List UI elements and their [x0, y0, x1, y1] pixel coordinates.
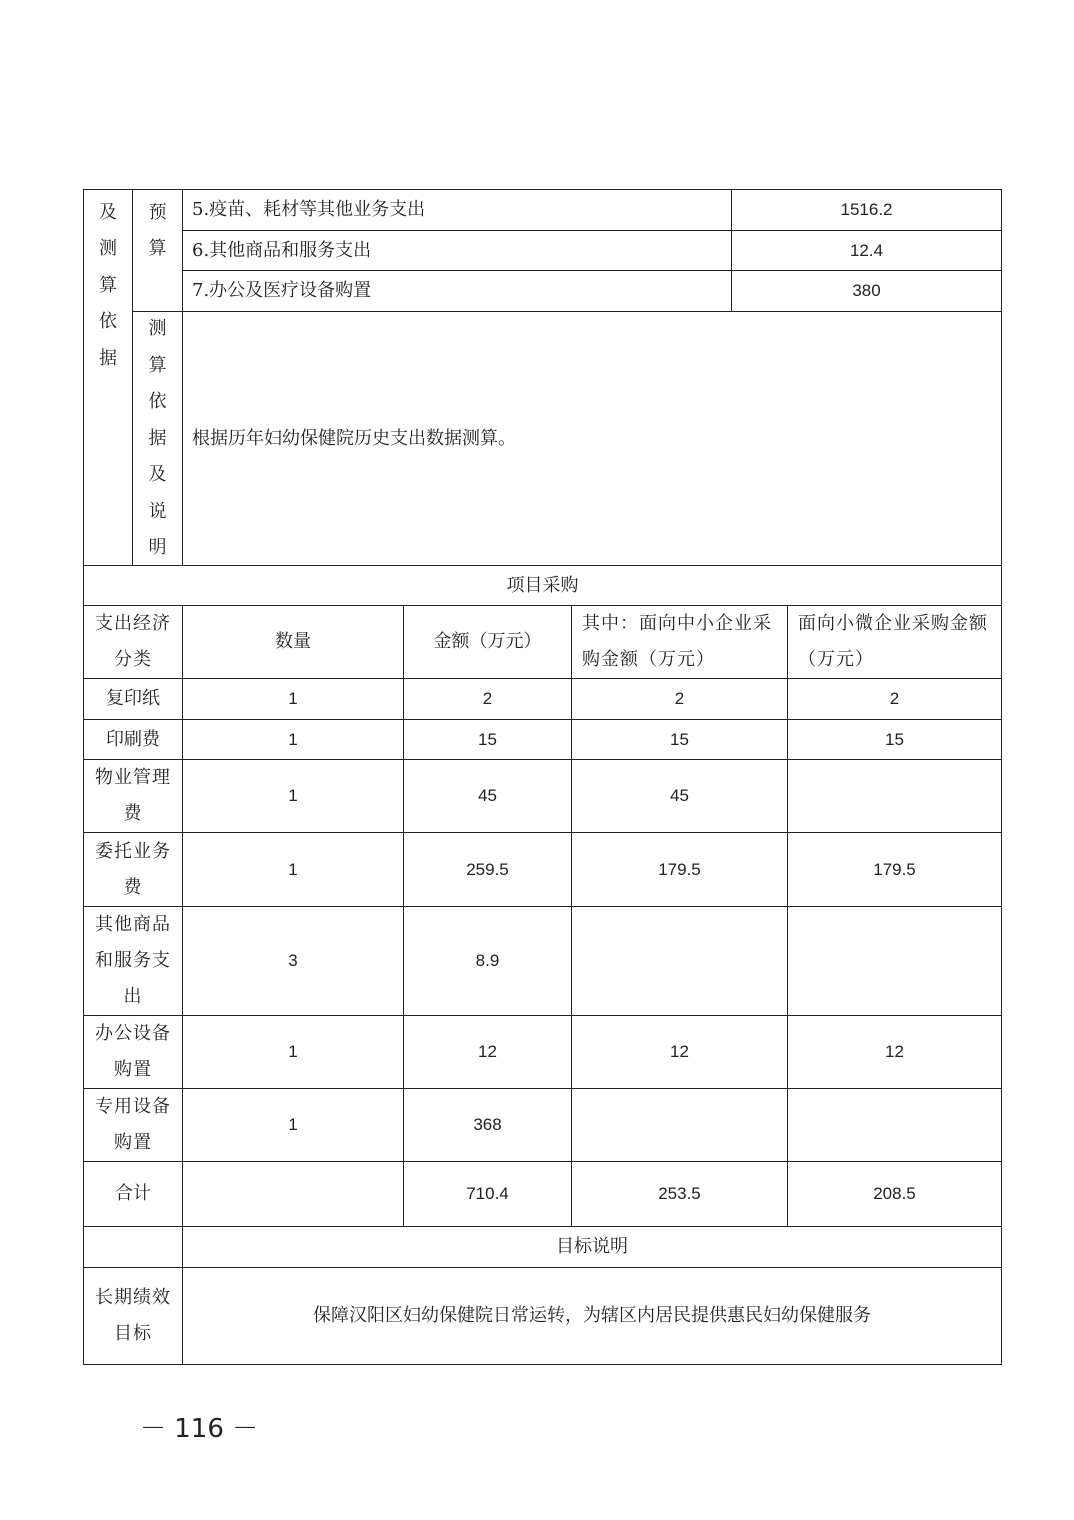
row-amount: 45: [478, 786, 497, 805]
category-line: 专用设备: [95, 1096, 171, 1117]
label-char: 据: [99, 347, 117, 369]
row-sme-amount: 15: [670, 729, 689, 749]
row-amount: 368: [473, 1115, 502, 1134]
procurement-title: 项目采购: [506, 574, 579, 596]
row-sme-amount: [572, 907, 787, 1015]
row-category: [84, 760, 182, 832]
label-char: 测: [148, 318, 167, 340]
row-category: [84, 1089, 182, 1161]
label-char: 依: [99, 311, 117, 333]
category-line: 和服务支: [95, 950, 171, 971]
row-category: 印刷费: [106, 728, 160, 750]
row-amount: 12: [478, 1042, 497, 1061]
row-category: [84, 907, 182, 1015]
row-sme-amount: [572, 1089, 787, 1161]
row-sme-amount: 179.5: [658, 859, 701, 879]
row-sme-amount: 45: [670, 786, 689, 805]
row-category: [84, 1016, 182, 1088]
budget-item-value: 12.4: [849, 240, 884, 260]
row-micro-amount: 15: [885, 729, 904, 749]
label-char: 算: [148, 354, 167, 376]
row-quantity: 1: [288, 859, 298, 879]
label-char: 说: [148, 500, 167, 522]
header-line: 面向小微企业采购金额: [798, 613, 988, 634]
header-sme-amount: [572, 606, 787, 678]
row-quantity: 3: [288, 951, 298, 970]
row-quantity: 1: [288, 786, 298, 805]
header-line: （万元）: [798, 649, 874, 670]
category-line: 其他商品: [95, 914, 171, 935]
long-term-goal-label: [84, 1268, 182, 1364]
table-border: [83, 1364, 1002, 1365]
header-quantity: 数量: [275, 631, 311, 652]
total-amount: 710.4: [466, 1184, 509, 1203]
label-char: 预: [148, 201, 167, 223]
category-line: 办公设备: [95, 1023, 171, 1044]
row-micro-amount: [788, 907, 1001, 1015]
header-micro-amount: [788, 606, 1001, 678]
label-char: 据: [148, 427, 167, 449]
row-sme-amount: 2: [674, 689, 685, 708]
category-line: 委托业务: [95, 840, 171, 862]
budget-item-label: 5.疫苗、耗材等其他业务支出: [192, 199, 426, 220]
budget-item-label: 7.办公及医疗设备购置: [192, 280, 372, 301]
row-quantity: 1: [288, 1115, 298, 1134]
basis-label: [133, 313, 182, 565]
row-category: 复印纸: [106, 688, 160, 709]
budget-outer-label: [84, 194, 132, 378]
category-line: 购置: [114, 1059, 152, 1080]
total-sme-amount: 253.5: [658, 1184, 701, 1203]
header-line: 其中：面向中小企业采: [582, 613, 772, 634]
label-char: 算: [148, 238, 167, 259]
row-micro-amount: [788, 1089, 1001, 1161]
budget-inner-label: [133, 194, 182, 268]
header-amount: 金额（万元）: [433, 631, 542, 652]
category-line: 费: [123, 803, 143, 824]
page-number: － 116 －: [140, 1414, 259, 1444]
header-line: 购金额（万元）: [582, 649, 715, 670]
budget-item-value: 380: [852, 281, 881, 300]
row-micro-amount: [788, 760, 1001, 832]
label-char: 算: [99, 274, 117, 296]
label-char: 明: [148, 537, 167, 559]
header-line: 支出经济: [95, 613, 171, 634]
row-category: [84, 833, 182, 906]
label-char: 及: [99, 201, 117, 223]
row-micro-amount: 12: [885, 1042, 904, 1061]
category-line: 费: [123, 876, 143, 898]
row-micro-amount: 179.5: [873, 859, 916, 879]
row-quantity: 1: [288, 1042, 298, 1061]
row-sme-amount: 12: [670, 1042, 689, 1061]
table-border: [1001, 189, 1002, 1365]
label-char: 测: [99, 238, 117, 260]
row-amount: 8.9: [475, 951, 500, 970]
category-line: 物业管理: [95, 767, 171, 788]
row-quantity: 1: [288, 729, 298, 749]
category-line: 出: [123, 986, 143, 1007]
header-category: [84, 606, 182, 678]
category-line: 购置: [114, 1132, 152, 1153]
basis-text: 根据历年妇幼保健院历史支出数据测算。: [192, 427, 516, 449]
label-char: 依: [148, 391, 167, 413]
label-char: 及: [148, 464, 167, 486]
label-line: 长期绩效: [95, 1287, 171, 1308]
row-quantity: 1: [288, 689, 298, 708]
goals-title: 目标说明: [556, 1236, 628, 1257]
total-quantity: [183, 1162, 403, 1226]
header-line: 分类: [114, 649, 152, 670]
total-micro-amount: 208.5: [873, 1184, 916, 1203]
row-micro-amount: 2: [889, 689, 900, 708]
budget-item-label: 6.其他商品和服务支出: [192, 239, 372, 261]
row-amount: 15: [478, 729, 497, 749]
row-amount: 259.5: [466, 859, 509, 879]
total-label: 合计: [115, 1183, 151, 1204]
budget-item-value: 1516.2: [840, 200, 893, 219]
long-term-goal-text: 保障汉阳区妇幼保健院日常运转，为辖区内居民提供惠民妇幼保健服务: [313, 1305, 871, 1326]
label-line: 目标: [114, 1323, 152, 1344]
row-amount: 2: [482, 689, 493, 708]
